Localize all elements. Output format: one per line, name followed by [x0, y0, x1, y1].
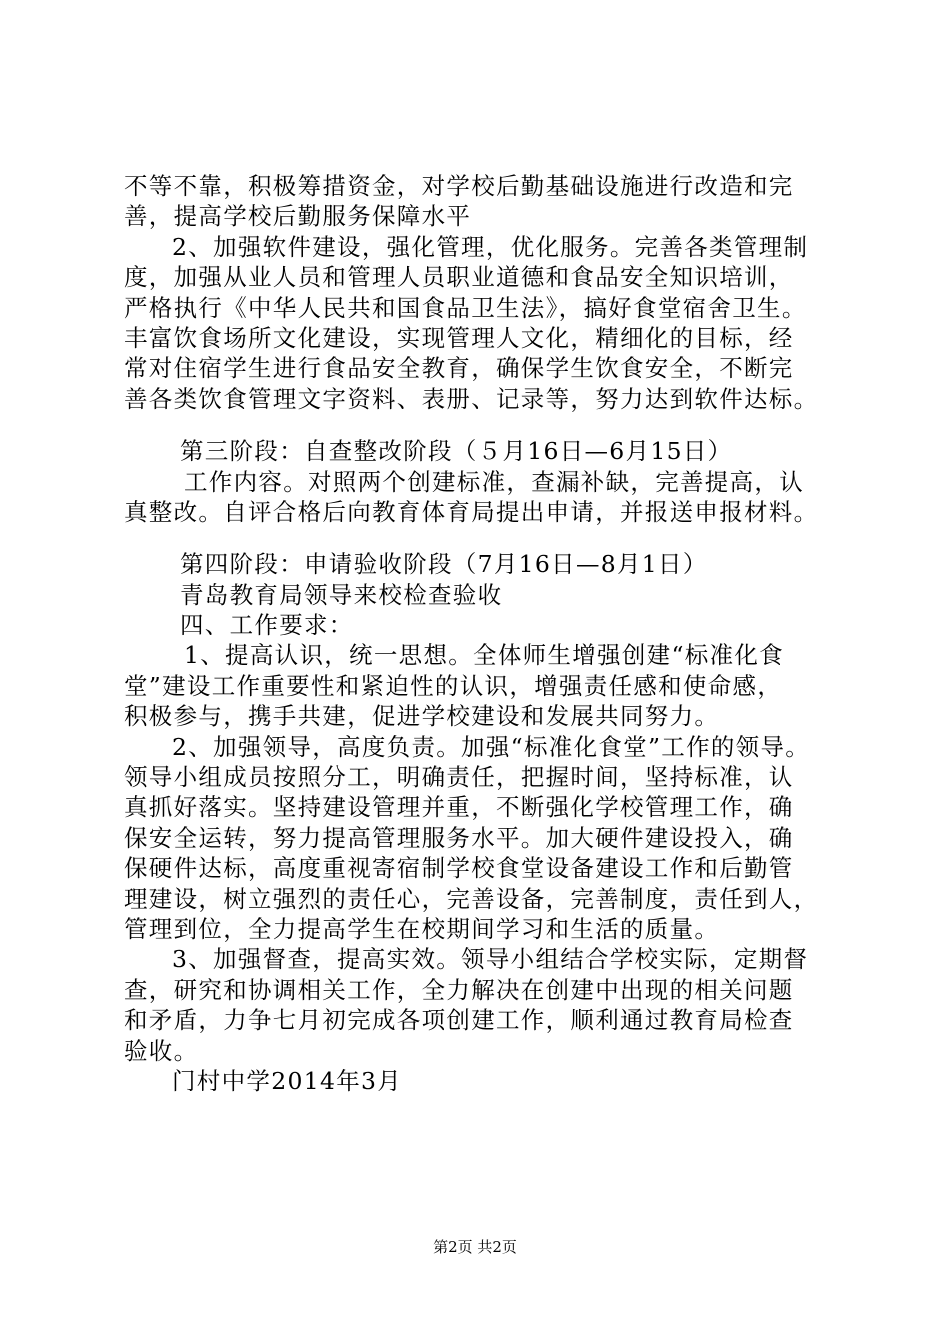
- paragraph-line: 善各类饮食管理文字资料、表册、记录等，努力达到软件达标。: [124, 384, 819, 413]
- paragraph-line: 理建设，树立强烈的责任心，完善设备，完善制度，责任到人，: [124, 884, 819, 913]
- page-number-footer: 第2页 共2页: [433, 1238, 517, 1256]
- paragraph-gap: [124, 414, 854, 436]
- section-heading: 四、工作要求：: [180, 611, 354, 640]
- paragraph-line: 丰富饮食场所文化建设，实现管理人文化，精细化的目标，经: [124, 323, 794, 352]
- paragraph-line: 领导小组成员按照分工，明确责任，把握时间，坚持标准，认: [124, 763, 794, 792]
- paragraph-line: 保安全运转，努力提高管理服务水平。加大硬件建设投入，确: [124, 823, 794, 852]
- paragraph-line: 积极参与，携手共建，促进学校建设和发展共同努力。: [124, 702, 720, 731]
- paragraph-line: 3、加强督查，提高实效。领导小组结合学校实际，定期督: [172, 945, 809, 974]
- paragraph-line: 严格执行《中华人民共和国食品卫生法》，搞好食堂宿舍卫生。: [124, 293, 807, 322]
- paragraph-line: 常对住宿学生进行食品安全教育，确保学生饮食安全，不断完: [124, 354, 794, 383]
- paragraph-line: 真整改。自评合格后向教育体育局提出申请，并报送申报材料。: [124, 497, 819, 526]
- paragraph-line: 查，研究和协调相关工作，全力解决在创建中出现的相关问题: [124, 975, 794, 1004]
- paragraph-line: 善，提高学校后勤服务保障水平: [124, 202, 472, 231]
- paragraph-gap: [124, 527, 854, 549]
- paragraph-line: 青岛教育局领导来校检查验收: [180, 580, 503, 609]
- paragraph-line: 度，加强从业人员和管理人员职业道德和食品安全知识培训，: [124, 263, 794, 292]
- signature-line: 门村中学2014年3月: [172, 1066, 403, 1095]
- paragraph-line: 和矛盾，力争七月初完成各项创建工作，顺利通过教育局检查: [124, 1006, 794, 1035]
- paragraph-line: 验收。: [124, 1036, 199, 1065]
- stage-heading: 第三阶段：自查整改阶段（５月16日—6月15日）: [180, 437, 733, 466]
- paragraph-line: 不等不靠，积极筹措资金，对学校后勤基础设施进行改造和完: [124, 172, 794, 200]
- paragraph-line: 保硬件达标，高度重视寄宿制学校食堂设备建设工作和后勤管: [124, 854, 794, 883]
- paragraph-line: 2、加强软件建设，强化管理，优化服务。完善各类管理制: [172, 232, 809, 261]
- paragraph-line: 堂”建设工作重要性和紧迫性的认识，增强责任感和使命感，: [124, 671, 783, 700]
- stage-heading: 第四阶段：申请验收阶段（7月16日—8月1日）: [180, 550, 708, 579]
- paragraph-line: 管理到位，全力提高学生在校期间学习和生活的质量。: [124, 914, 720, 943]
- document-body: [124, 171, 854, 1096]
- paragraph-line: 真抓好落实。坚持建设管理并重，不断强化学校管理工作，确: [124, 793, 794, 822]
- paragraph-line: 1、提高认识，统一思想。全体师生增强创建“标准化食: [184, 641, 784, 670]
- paragraph-line: 工作内容。对照两个创建标准，查漏补缺，完善提高，认: [184, 467, 804, 496]
- paragraph-line: 2、加强领导，高度负责。加强“标准化食堂”工作的领导。: [172, 732, 811, 761]
